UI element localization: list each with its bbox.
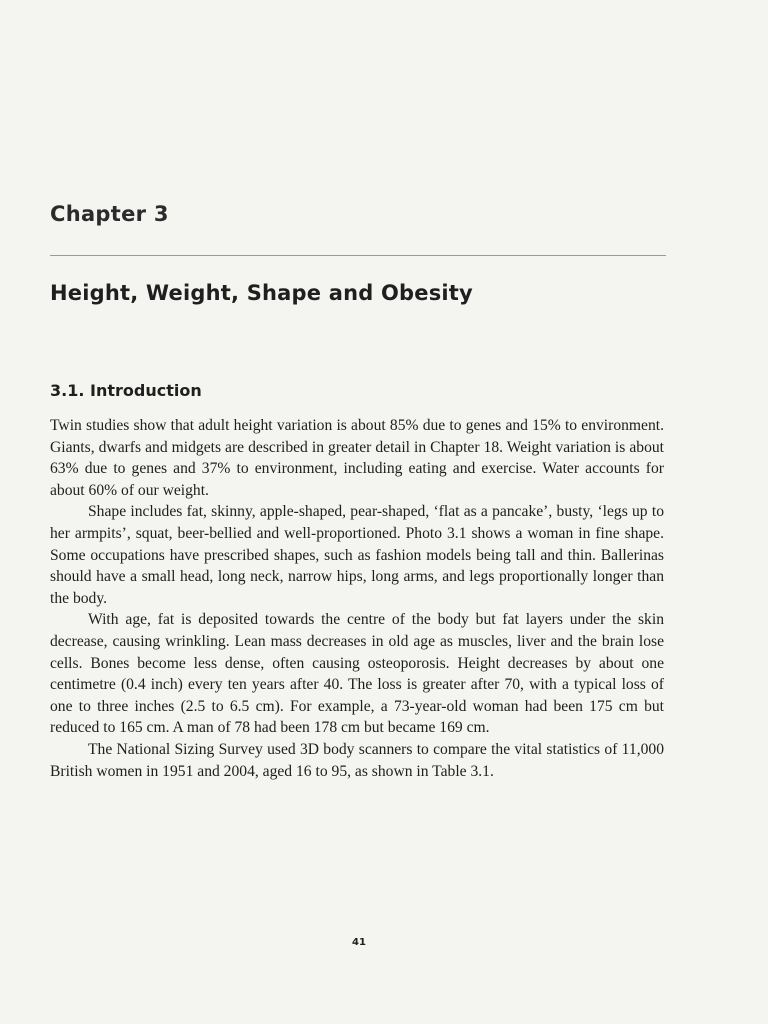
chapter-title: Height, Weight, Shape and Obesity (50, 281, 473, 305)
section-heading: 3.1. Introduction (50, 381, 202, 400)
chapter-label: Chapter 3 (50, 202, 169, 226)
paragraph-1: Twin studies show that adult height variation is about 85% due to genes and 15% to environment. Giants, dwarfs and midgets are described in greater detail in Chapter 18. Weight variation is about 63% due to genes and 37% to environment, including eating and exercise. Water accounts for about 60% of our weight. (50, 417, 664, 499)
chapter-divider (50, 255, 666, 256)
paragraph-2: Shape includes fat, skinny, apple-shaped, pear-shaped, ‘flat as a pancake’, busty, ‘legs up to her armpits’, squat, beer-bellied and well-proportioned. Photo 3.1 shows a woman in fine shape. Some occupations have prescribed shapes, such as fashion models being tall and thin. Ballerinas should have a small head, long neck, narrow hips, long arms, and legs proportionally longer than the body. (50, 503, 664, 607)
paragraph-3: With age, fat is deposited towards the centre of the body but fat layers under the skin decrease, causing wrinkling. Lean mass decreases in old age as muscles, liver and the brain lose cells. Bones become less dense, often causing osteoporosis. Height decreases by about one centimetre (0.4 inch) every ten years after 40. The loss is greater after 70, with a typical loss of one to three inches (2.5 to 6.5 cm). For example, a 73-year-old woman had been 175 cm but reduced to 165 cm. A man of 78 had been 178 cm but became 169 cm. (50, 611, 664, 737)
paragraph-4: The National Sizing Survey used 3D body scanners to compare the vital statistics of 11,000 British women in 1951 and 2004, aged 16 to 95, as shown in Table 3.1. (50, 740, 664, 780)
section-body (50, 415, 664, 782)
page-number: 41 (352, 937, 366, 948)
